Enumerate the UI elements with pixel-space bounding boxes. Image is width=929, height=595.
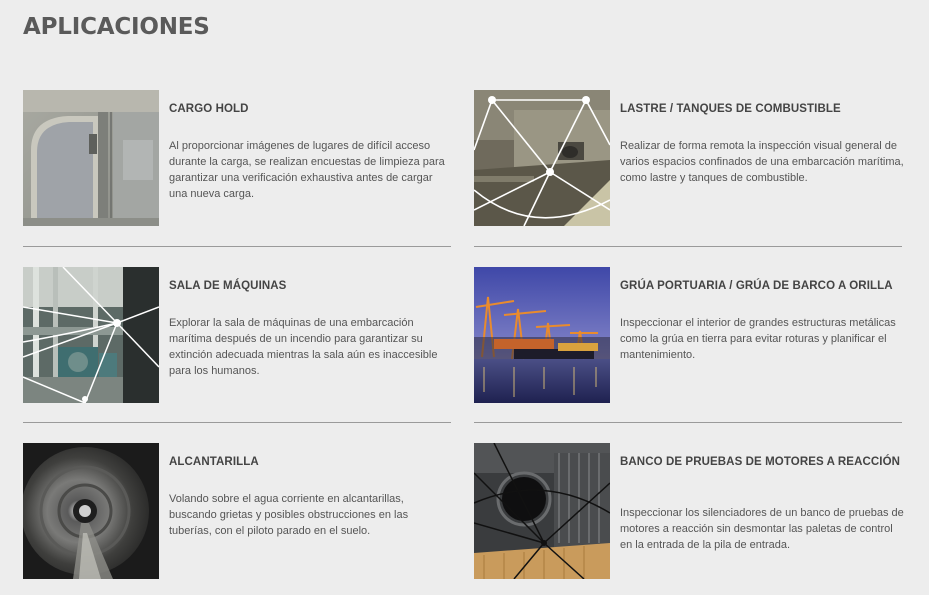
application-card-jet-engine-test-bench (474, 443, 906, 580)
application-card-ballast-tanks (474, 90, 906, 227)
application-description: Inspeccionar los silenciadores de un banco de pruebas de motores a reacción sin desmontar las paletas de control en la entrada de la pila de entrada. (620, 507, 904, 551)
application-description: Al proporcionar imágenes de lugares de difícil acceso durante la carga, se realizan encuestas de limpieza para garantizar una verificación exhaustiva antes de cargar una nueva carga. (169, 140, 445, 200)
application-title: SALA DE MÁQUINAS (169, 280, 287, 292)
page-title: APLICACIONES (23, 14, 210, 40)
application-title: LASTRE / TANQUES DE COMBUSTIBLE (620, 103, 841, 115)
application-title: GRÚA PORTUARIA / GRÚA DE BARCO A ORILLA (620, 280, 893, 292)
jet-engine-test-bench-image (474, 443, 610, 579)
port-crane-image (474, 267, 610, 403)
row-divider (23, 422, 451, 423)
application-card-sewer (23, 443, 455, 580)
application-description: Explorar la sala de máquinas de una embarcación marítima después de un incendio para garantizar su extinción adecuada mientras la sala aún es inaccesible para los humanos. (169, 317, 438, 377)
application-card-engine-room (23, 267, 455, 404)
cargo-hold-image (23, 90, 159, 226)
row-divider (474, 422, 902, 423)
row-divider (23, 246, 451, 247)
sewer-image (23, 443, 159, 579)
row-divider (474, 246, 902, 247)
application-description: Realizar de forma remota la inspección visual general de varios espacios confinados de una embarcación marítima, como lastre y tanques de combustible. (620, 140, 904, 184)
application-description: Inspeccionar el interior de grandes estructuras metálicas como la grúa en tierra para evitar roturas y planificar el mantenimiento. (620, 317, 896, 361)
application-title: ALCANTARILLA (169, 456, 259, 468)
application-description: Volando sobre el agua corriente en alcantarillas, buscando grietas y posibles obstrucciones en las tuberías, con el piloto parado en el suelo. (169, 493, 409, 537)
application-card-port-crane (474, 267, 906, 404)
engine-room-image (23, 267, 159, 403)
application-title: CARGO HOLD (169, 103, 249, 115)
application-title: BANCO DE PRUEBAS DE MOTORES A REACCIÓN (620, 456, 901, 468)
application-card-cargo-hold (23, 90, 455, 227)
ballast-tank-image (474, 90, 610, 226)
